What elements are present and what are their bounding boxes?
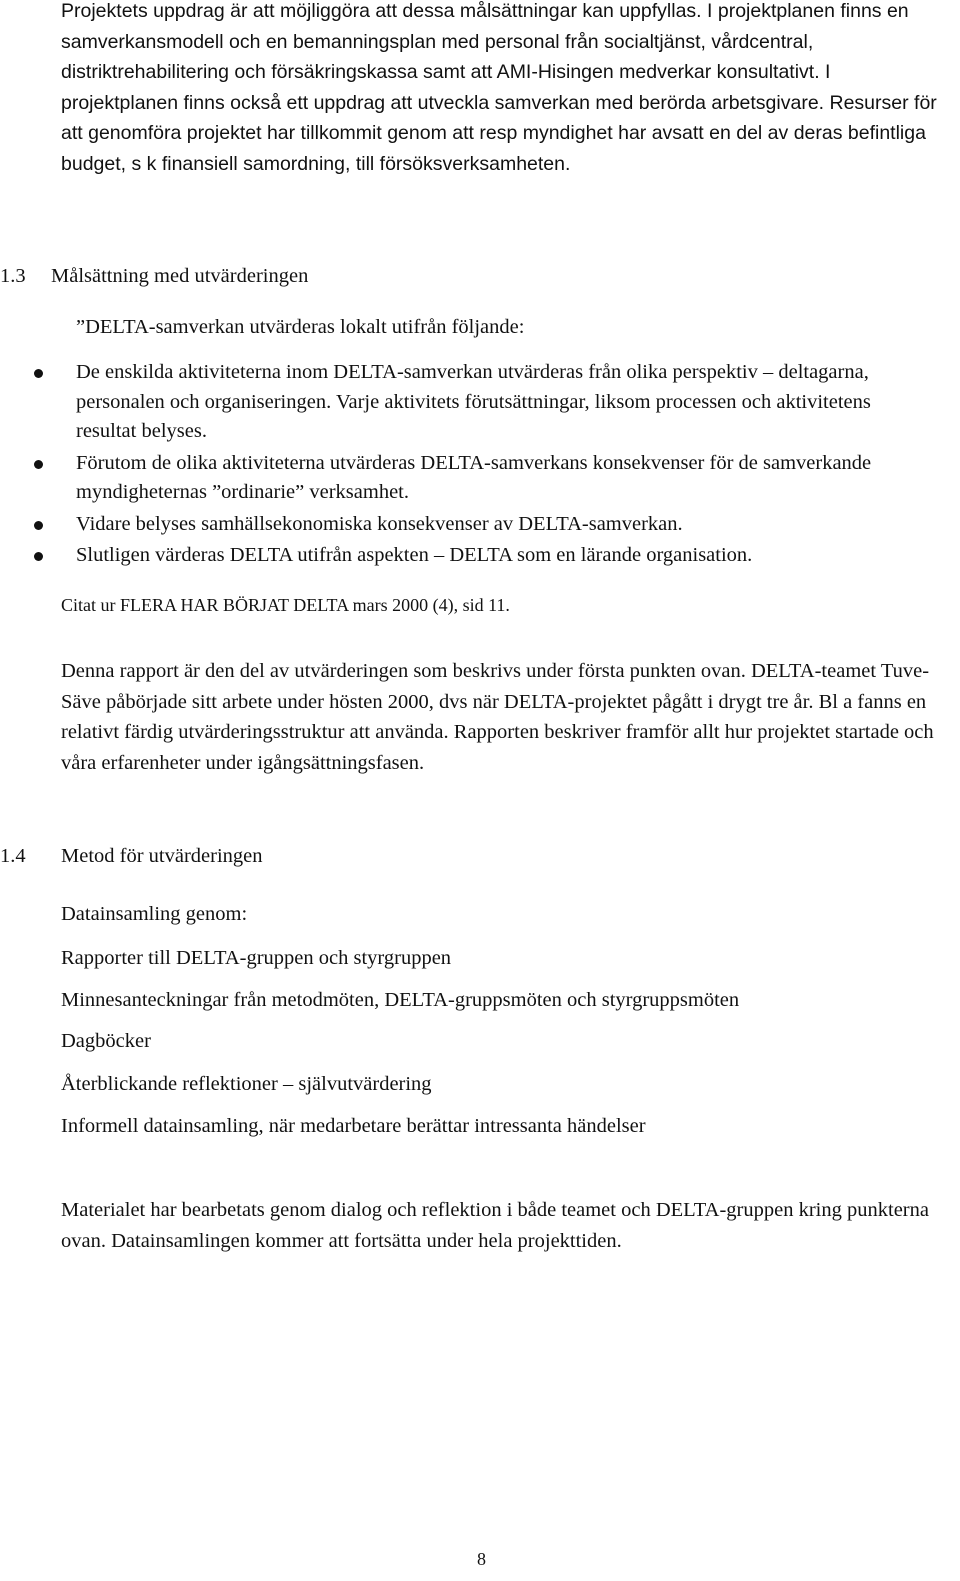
section-heading-1-4 bbox=[0, 841, 263, 871]
bullet-item bbox=[0, 358, 936, 447]
evaluation-bullet-list bbox=[0, 358, 960, 573]
bullet-dot-icon bbox=[34, 460, 43, 469]
section-title: Metod för utvärderingen bbox=[61, 845, 263, 867]
bullet-item bbox=[0, 510, 936, 540]
bullet-item bbox=[0, 541, 936, 571]
data-collection-item: Minnesanteckningar från metodmöten, DELTA-gruppsmöten och styrgruppsmöten bbox=[61, 989, 740, 1011]
bullet-item bbox=[0, 449, 936, 508]
bullet-text: Förutom de olika aktiviteterna utvärderas DELTA-samverkans konsekvenser för de samverkande myndigheternas ”ordinarie” verksamhet. bbox=[76, 451, 872, 503]
bullet-text: De enskilda aktiviteterna inom DELTA-samverkan utvärderas från olika perspektiv – deltagarna, personalen och organiseringen. Varje aktivitets förutsättningar, liksom processen och aktivitetens resultat belyses. bbox=[76, 361, 871, 442]
bullet-dot-icon bbox=[34, 521, 43, 530]
section-heading-1-3 bbox=[0, 261, 308, 291]
data-collection-heading: Datainsamling genom: bbox=[61, 903, 248, 925]
data-collection-item: Dagböcker bbox=[61, 1030, 151, 1052]
bullet-text: Vidare belyses samhällsekonomiska konsekvenser av DELTA-samverkan. bbox=[76, 512, 683, 535]
report-scope-paragraph: Denna rapport är den del av utvärderingen som beskrivs under första punkten ovan. DELTA-teamet Tuve-Säve påbörjade sitt arbete under hösten 2000, dvs när DELTA-projektet pågått i drygt tre år. Bl a fanns en relativt färdig utvärderingsstruktur att använda. Rapporten beskriver framför allt hur projektet startade och våra erfarenheter under igångsättningsfasen. bbox=[61, 660, 934, 774]
data-collection-item: Återblickande reflektioner – självutvärdering bbox=[61, 1073, 432, 1095]
section-number: 1.3 bbox=[0, 265, 26, 287]
citation: Citat ur FLERA HAR BÖRJAT DELTA mars 2000 (4), sid 11. bbox=[61, 595, 510, 615]
bullet-text: Slutligen värderas DELTA utifrån aspekten – DELTA som en lärande organisation. bbox=[76, 544, 753, 566]
quote-lead: ”DELTA-samverkan utvärderas lokalt utifrån följande: bbox=[76, 316, 525, 338]
bullet-dot-icon bbox=[34, 369, 43, 378]
bullet-dot-icon bbox=[34, 552, 43, 561]
page-number: 8 bbox=[477, 1549, 486, 1569]
processing-paragraph: Materialet har bearbetats genom dialog och reflektion i både teamet och DELTA-gruppen kring punkterna ovan. Datainsamlingen kommer att fortsätta under hela projekttiden. bbox=[61, 1199, 929, 1252]
data-collection-item: Rapporter till DELTA-gruppen och styrgruppen bbox=[61, 947, 452, 969]
section-title: Målsättning med utvärderingen bbox=[51, 265, 309, 287]
intro-paragraph: Projektets uppdrag är att möjliggöra att dessa målsättningar kan uppfyllas. I projektplanen finns en samverkansmodell och en bemanningsplan med personal från socialtjänst, vårdcentral, distriktrehabilitering och försäkringskassa samt att AMI-Hisingen medverkar konsultativt. I projektplanen finns också ett uppdrag att utveckla samverkan med berörda arbetsgivare. Resurser för att genomföra projektet har tillkommit genom att resp myndighet har avsatt en del av deras befintliga budget, s k finansiell samordning, till försöksverksamheten. bbox=[61, 0, 937, 175]
data-collection-item: Informell datainsamling, när medarbetare berättar intressanta händelser bbox=[61, 1115, 646, 1137]
section-number: 1.4 bbox=[0, 845, 26, 867]
